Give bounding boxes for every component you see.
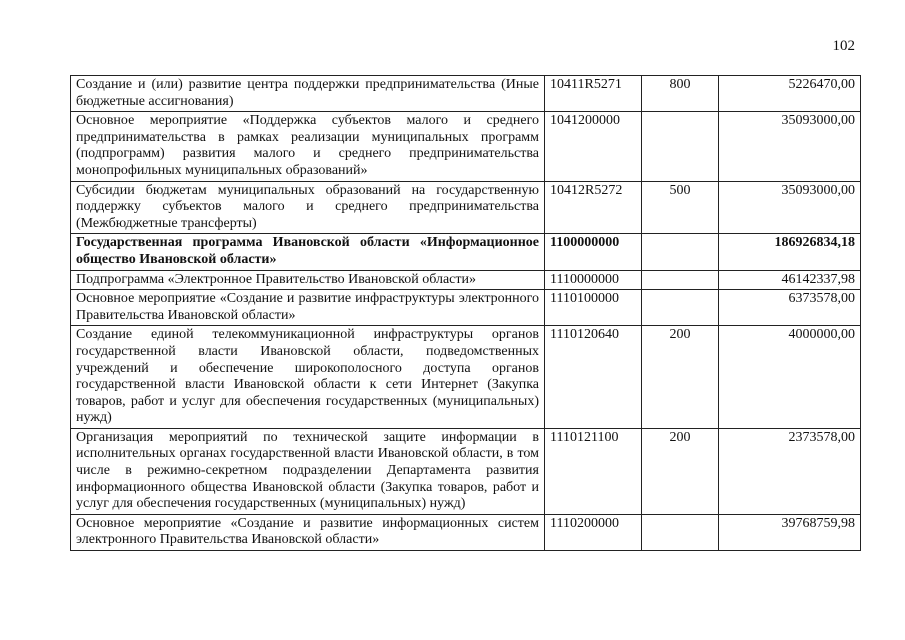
row-expense-type [642,234,719,270]
row-name: Организация мероприятий по технической защите информации в исполнительных органах государственной власти Ивановской области, в том числе в режимно-секретном подразделении Департамента развития информационного общества Ивановской области (Закупка товаров, работ и услуг для обеспечения государственных (муниципальных) нужд) [71,428,545,514]
row-name: Создание и (или) развитие центра поддержки предпринимательства (Иные бюджетные ассигнования) [71,76,545,112]
row-expense-type: 800 [642,76,719,112]
row-code: 1110100000 [545,290,642,326]
table-row [71,326,861,429]
row-name: Субсидии бюджетам муниципальных образований на государственную поддержку субъектов малого и среднего предпринимательства (Межбюджетные трансферты) [71,181,545,234]
row-expense-type [642,112,719,181]
row-name: Основное мероприятие «Создание и развитие информационных систем электронного Правительства Ивановской области» [71,514,545,550]
budget-table [70,75,861,551]
table-row-program [71,234,861,270]
row-expense-type [642,270,719,290]
row-sum: 5226470,00 [719,76,861,112]
row-sum: 35093000,00 [719,181,861,234]
row-code: 1110200000 [545,514,642,550]
row-code: 1041200000 [545,112,642,181]
row-name: Государственная программа Ивановской области «Информационное общество Ивановской области» [71,234,545,270]
row-sum: 2373578,00 [719,428,861,514]
table-row [71,112,861,181]
row-sum: 35093000,00 [719,112,861,181]
row-code: 1110000000 [545,270,642,290]
table-row [71,290,861,326]
row-expense-type: 200 [642,326,719,429]
table-row [71,181,861,234]
table-row [71,270,861,290]
row-code: 1110120640 [545,326,642,429]
row-sum: 186926834,18 [719,234,861,270]
row-expense-type: 500 [642,181,719,234]
row-sum: 46142337,98 [719,270,861,290]
row-code: 1100000000 [545,234,642,270]
table-row [71,428,861,514]
row-expense-type [642,514,719,550]
row-sum: 39768759,98 [719,514,861,550]
row-code: 10411R5271 [545,76,642,112]
row-code: 10412R5272 [545,181,642,234]
row-sum: 4000000,00 [719,326,861,429]
row-name: Создание единой телекоммуникационной инфраструктуры органов государственной власти Ивановской области, подведомственных учреждений и обеспечение широкополосного доступа органов государственной власти Ивановской области к сети Интернет (Закупка товаров, работ и услуг для обеспечения государственных (муниципальных) нужд) [71,326,545,429]
row-code: 1110121100 [545,428,642,514]
page-number: 102 [832,38,855,54]
row-name: Основное мероприятие «Создание и развитие инфраструктуры электронного Правительства Ивановской области» [71,290,545,326]
row-name: Подпрограмма «Электронное Правительство Ивановской области» [71,270,545,290]
row-expense-type: 200 [642,428,719,514]
table-row [71,514,861,550]
row-name: Основное мероприятие «Поддержка субъектов малого и среднего предпринимательства в рамках реализации муниципальных программ (подпрограмм) развития малого и среднего предпринимательства монопрофильных муниципальных образований» [71,112,545,181]
row-expense-type [642,290,719,326]
row-sum: 6373578,00 [719,290,861,326]
table-row [71,76,861,112]
